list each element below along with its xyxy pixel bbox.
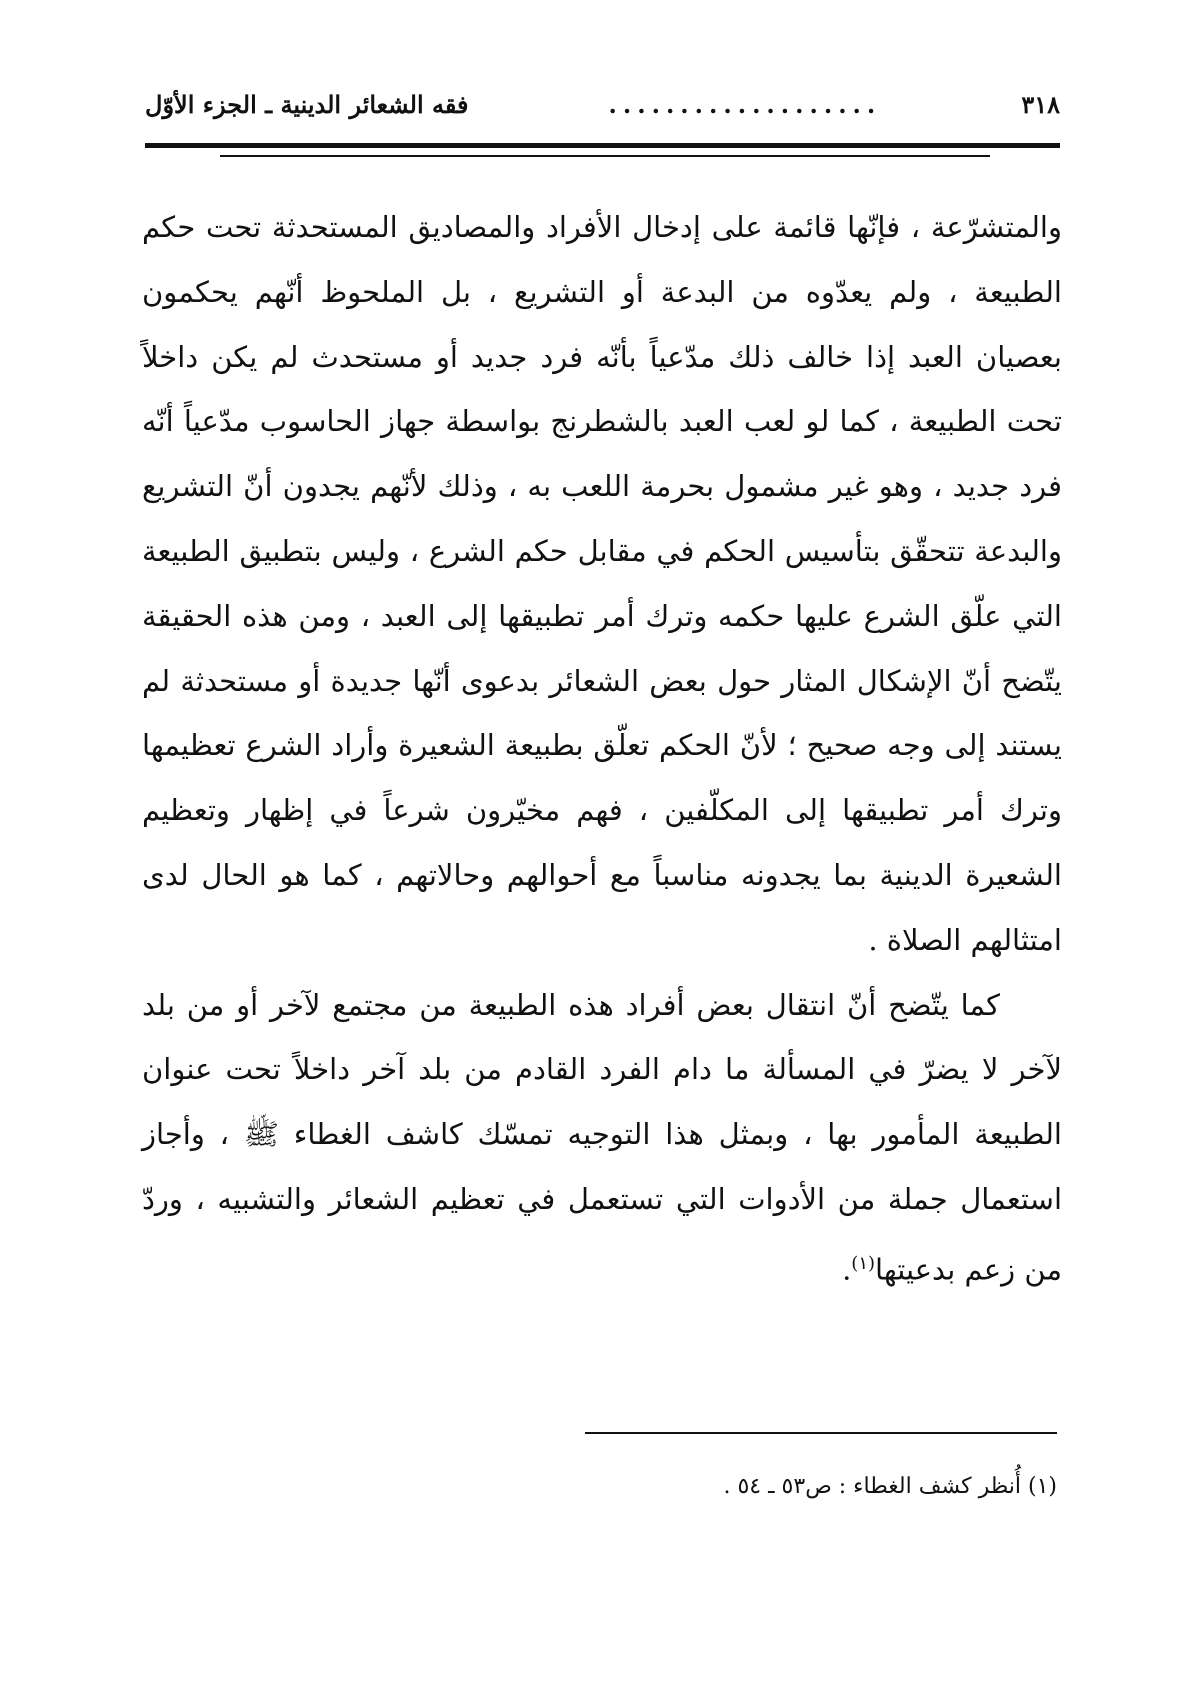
header-rule-thick	[145, 143, 1060, 148]
page-header	[145, 82, 1060, 126]
footnote-marker: (١)	[851, 1252, 876, 1274]
running-title: فقه الشعائر الدينية ـ الجزء الأوّل	[145, 89, 469, 119]
header-leader-dots: ...................	[608, 89, 882, 119]
page-number: ٣١٨	[1021, 89, 1060, 119]
paragraph-1: والمتشرّعة ، فإنّها قائمة على إدخال الأفراد والمصاديق المستحدثة تحت حكم الطبيعة ، ولم يعدّوه من البدعة أو التشريع ، بل الملحوظ أنّهم يحكمون بعصيان العبد إذا خالف ذلك مدّعياً بأنّه فرد جديد أو مستحدث لم يكن داخلاً تحت الطبيعة ، كما لو لعب العبد بالشطرنج بواسطة جهاز الحاسوب مدّعياً أنّه فرد جديد ، وهو غير مشمول بحرمة اللعب به ، وذلك لأنّهم يجدون أنّ التشريع والبدعة تتحقّق بتأسيس الحكم في مقابل حكم الشرع ، وليس بتطبيق الطبيعة التي علّق الشرع عليها حكمه وترك أمر تطبيقها إلى العبد ، ومن هذه الحقيقة يتّضح أنّ الإشكال المثار حول بعض الشعائر بدعوى أنّها جديدة أو مستحدثة لم يستند إلى وجه صحيح ؛ لأنّ الحكم تعلّق بطبيعة الشعيرة وأراد الشرع تعظيمها وترك أمر تطبيقها إلى المكلّفين ، فهم مخيّرون شرعاً في إظهار وتعظيم الشعيرة الدينية بما يجدونه مناسباً مع أحوالهم وحالاتهم ، كما هو الحال لدى امتثالهم الصلاة .	[142, 210, 1062, 957]
footnote-rule	[585, 1432, 1057, 1434]
footnote: (١) أُنظر كشف الغطاء : ص٥٣ ـ ٥٤ .	[723, 1474, 1057, 1499]
body-text	[142, 195, 1062, 1302]
header-rule-thin	[220, 155, 990, 157]
paragraph-2-text: كما يتّضح أنّ انتقال بعض أفراد هذه الطبيعة من مجتمع لآخر أو من بلد لآخر لا يضرّ في المسألة ما دام الفرد القادم من بلد آخر داخلاً تحت عنوان الطبيعة المأمور بها ، وبمثل هذا التوجيه تمسّك كاشف الغطاء ﷺ ، وأجاز استعمال جملة من الأدوات التي تستعمل في تعظيم الشعائر والتشبيه ، وردّ من زعم بدعيتها	[142, 987, 1062, 1287]
paragraph-2-end: .	[842, 1252, 852, 1287]
paragraph-2	[142, 973, 1062, 1303]
